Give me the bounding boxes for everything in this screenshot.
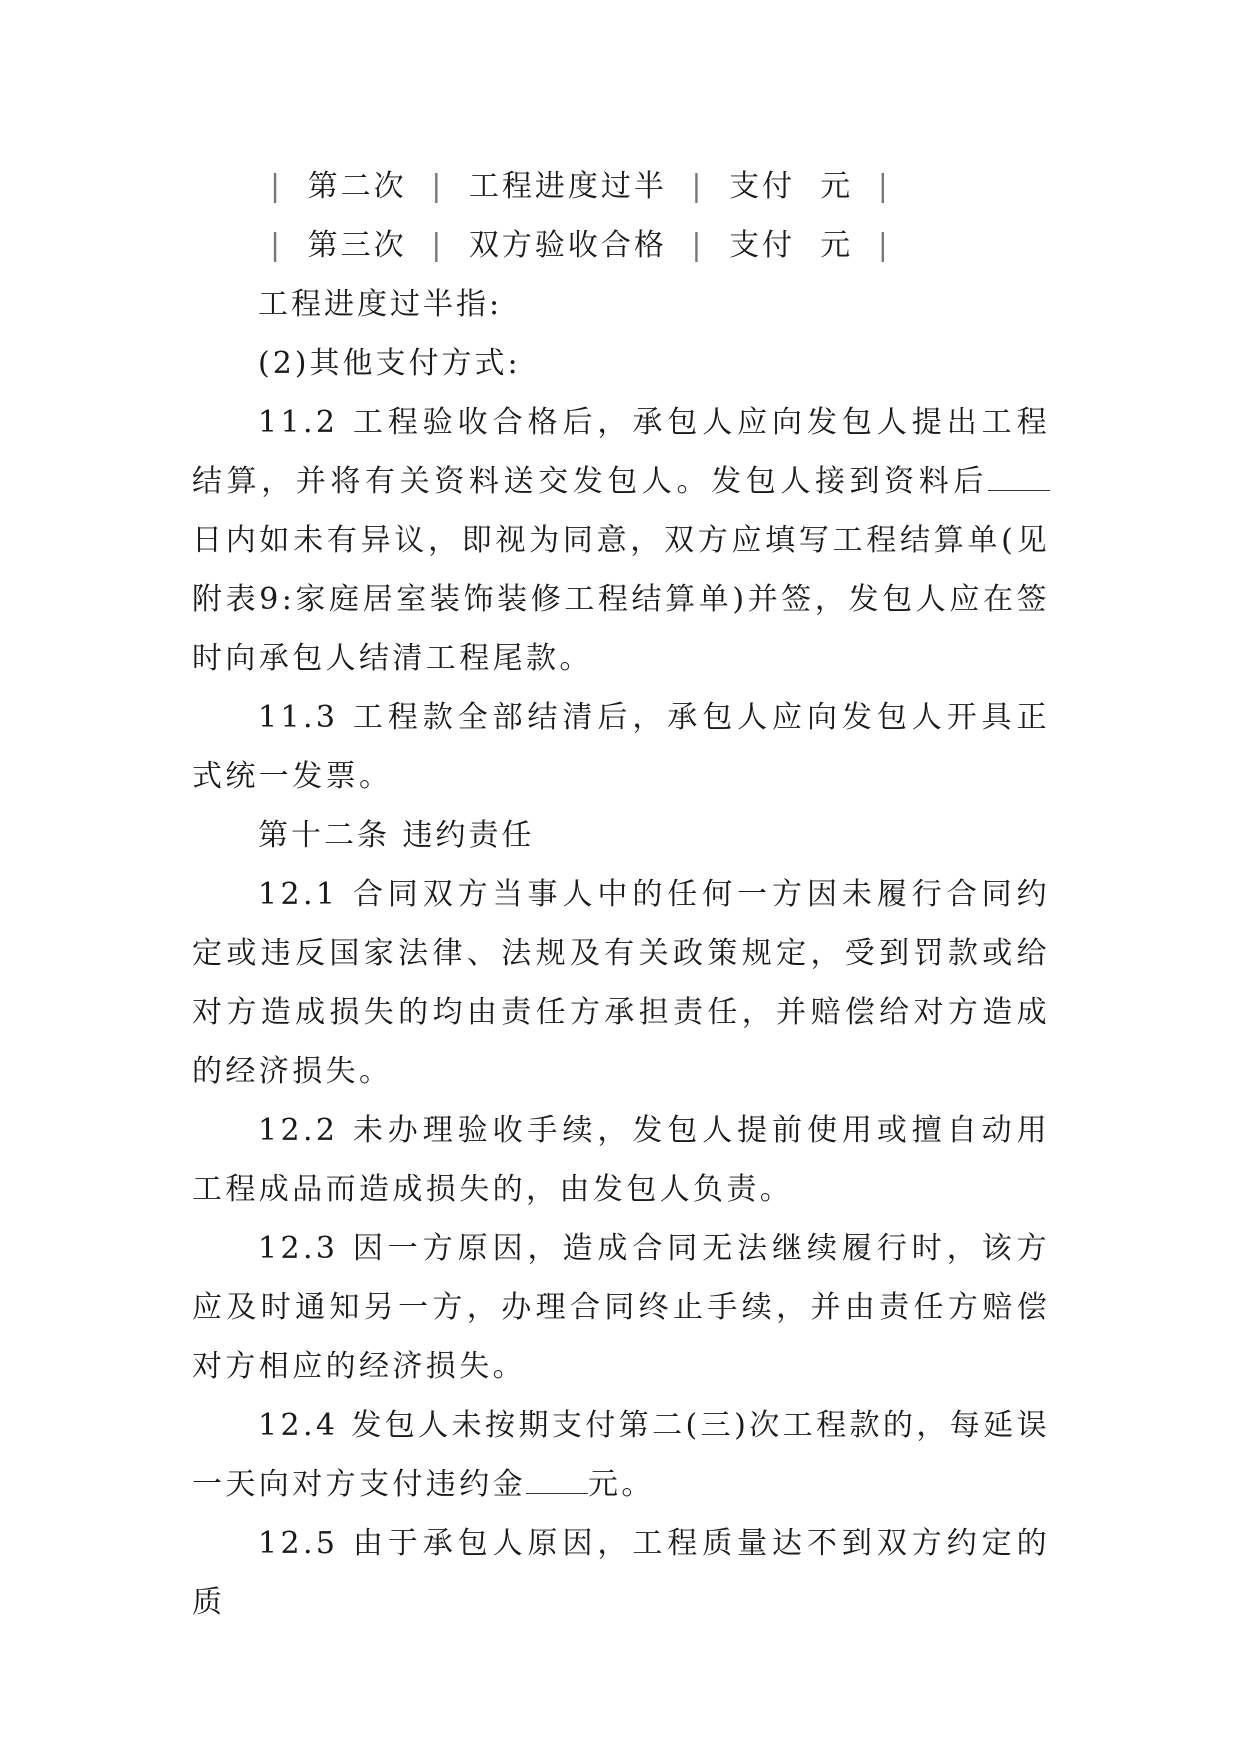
table-separator: |: [270, 169, 284, 204]
payment-stage: 第三次: [307, 228, 407, 263]
table-separator: |: [270, 228, 284, 263]
document-page: [192, 157, 1050, 1632]
article-12-heading: 第十二条 违约责任: [258, 818, 535, 853]
payment-row-third: [192, 216, 1050, 275]
clause-12-4: [192, 1396, 1050, 1514]
clause-12-1: 12.1 合同双方当事人中的任何一方因未履行合同约定或违反国家法律、法规及有关政策规定，受到罚款或给对方造成损失的均由责任方承担责任，并赔偿给对方造成的经济损失。: [192, 877, 1050, 1089]
table-separator: |: [877, 228, 891, 263]
payment-amount: 支付 元: [729, 228, 854, 263]
fill-in-blank: [988, 464, 1050, 491]
table-separator: |: [431, 169, 445, 204]
payment-condition: 双方验收合格: [468, 228, 667, 263]
clause-text: 12.4 发包人未按期支付第二(三)次工程款的，每延误一天向对方支付违约金: [192, 1408, 1050, 1502]
clause-text: 日内如未有异议，即视为同意，双方应填写工程结算单(见附表9:家庭居室装饰装修工程结算单)并签，发包人应在签时向承包人结清工程尾款。: [192, 523, 1050, 676]
other-payment-method: (2)其他支付方式:: [258, 346, 521, 381]
table-separator: |: [877, 169, 891, 204]
clause-text: 11.2 工程验收合格后，承包人应向发包人提出工程结算，并将有关资料送交发包人。发包人接到资料后: [192, 405, 1050, 499]
clause-11-3: 11.3 工程款全部结清后，承包人应向发包人开具正式统一发票。: [192, 700, 1050, 794]
fill-in-blank: [526, 1467, 588, 1494]
table-separator: |: [691, 228, 705, 263]
payment-stage: 第二次: [307, 169, 407, 204]
clause-11-2: [192, 393, 1050, 688]
clause-12-3: 12.3 因一方原因，造成合同无法继续履行时，该方应及时通知另一方，办理合同终止手续，并由责任方赔偿对方相应的经济损失。: [192, 1231, 1050, 1384]
clause-12-5: 12.5 由于承包人原因，工程质量达不到双方约定的质: [192, 1526, 1050, 1620]
payment-condition: 工程进度过半: [468, 169, 667, 204]
payment-amount: 支付 元: [729, 169, 854, 204]
clause-12-2: 12.2 未办理验收手续，发包人提前使用或擅自动用工程成品而造成损失的，由发包人负责。: [192, 1113, 1050, 1207]
clause-text: 元。: [588, 1467, 655, 1502]
half-progress-definition: 工程进度过半指:: [258, 287, 503, 322]
payment-row-second: [192, 157, 1050, 216]
table-separator: |: [691, 169, 705, 204]
table-separator: |: [431, 228, 445, 263]
